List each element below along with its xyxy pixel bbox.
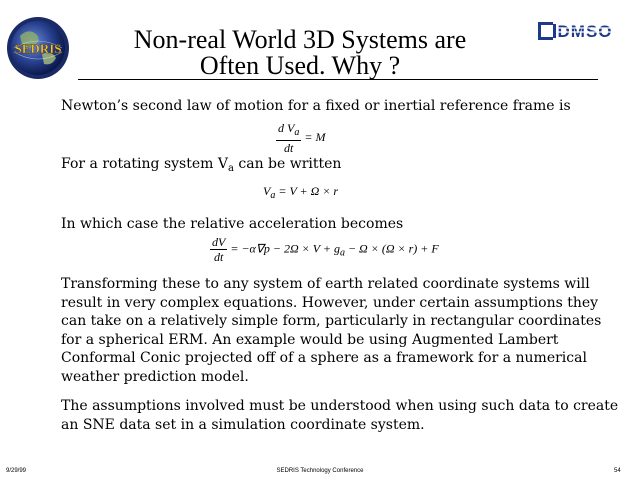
eq1-rhs: = M <box>301 129 326 144</box>
eq2-lhs: V <box>263 184 271 198</box>
paragraph-assumptions: The assumptions involved must be understood when using such data to create an SNE data set in a simulation coordinate system. <box>61 398 619 433</box>
page-title-line-2: Often Used. Why ? <box>199 51 401 80</box>
svg-text:SEDRIS: SEDRIS <box>14 41 62 56</box>
eq3-numerator: dV <box>212 235 226 249</box>
equation-velocity <box>263 184 338 201</box>
footer-page-number: 54 <box>614 468 621 474</box>
eq1-numerator-sub: a <box>294 127 300 138</box>
paragraph-newton: Newton’s second law of motion for a fixed or inertial reference frame is <box>61 98 571 114</box>
paragraph-relative-acceleration: In which case the relative acceleration becomes <box>61 216 404 232</box>
paragraph-rotating-system <box>61 155 621 179</box>
eq3-rhs-a: = −α∇p − 2Ω × V + g <box>227 241 340 256</box>
footer-date: 9/29/99 <box>6 468 27 474</box>
p2-prefix: For a rotating system V <box>61 156 228 172</box>
equation-acceleration <box>210 235 439 264</box>
eq1-denominator: dt <box>284 141 294 155</box>
p2-subscript: a <box>227 163 234 174</box>
equation-fraction <box>210 235 227 264</box>
paragraph-transforming: Transforming these to any system of earth related coordinate systems will result in very complex equations. However, under certain assumptions they can take on a relatively simple form, particularly in rectangular coordinates for a spherical ERM. An example would be using Augmented Lambert Conformal Conic projected off of a sphere as a framework for a numerical weather prediction model. <box>61 276 602 385</box>
sedris-logo <box>6 14 70 82</box>
svg-text:DMSO: DMSO <box>557 22 613 41</box>
eq3-denominator: dt <box>214 250 224 264</box>
eq2-rhs: = V + Ω × r <box>275 184 339 198</box>
footer-conference: SEDRIS Technology Conference <box>276 468 364 474</box>
eq3-rhs-sub: a <box>339 247 345 259</box>
eq3-rhs-b: − Ω × (Ω × r) + F <box>344 241 439 256</box>
dmso-logo <box>538 20 624 42</box>
equation-newton <box>276 121 325 155</box>
eq1-numerator: d V <box>278 121 295 135</box>
eq2-lhs-sub: a <box>270 190 276 201</box>
page-title-line-1: Non-real World 3D Systems are <box>133 25 467 54</box>
title-divider <box>78 79 598 80</box>
p2-suffix: can be written <box>233 156 342 172</box>
equation-fraction <box>276 121 301 155</box>
